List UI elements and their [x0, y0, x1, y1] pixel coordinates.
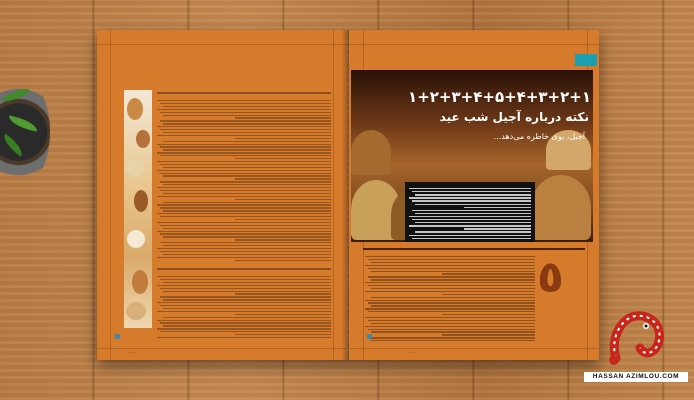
text-line: [157, 328, 331, 329]
text-line: [235, 138, 331, 139]
page-title-numbers: ۱+۲+۳+۴+۵+۴+۳+۲+۱: [408, 88, 591, 106]
text-line: [365, 282, 535, 283]
text-line: [157, 161, 331, 162]
text-line: [160, 251, 331, 252]
text-line: [415, 194, 531, 195]
text-line: [157, 213, 331, 214]
page-folio: .........: [409, 350, 418, 354]
sack-icon: [531, 175, 591, 240]
text-line: [371, 271, 535, 272]
nut-icon: [127, 98, 143, 120]
text-line: [371, 305, 535, 306]
text-line: [442, 273, 536, 274]
text-line: [160, 279, 331, 280]
text-line: [160, 103, 331, 104]
text-line: [160, 322, 331, 323]
text-line: [163, 317, 331, 318]
text-line: [368, 320, 535, 321]
text-line: [160, 216, 331, 217]
nut-icon: [134, 190, 148, 212]
text-line: [163, 282, 331, 283]
text-line: [157, 337, 331, 338]
page-subtitle: آجیل، بوی خاطره می‌دهد...: [493, 132, 585, 141]
text-line: [157, 231, 331, 232]
text-line: [157, 320, 331, 321]
text-line: [235, 178, 331, 179]
text-line: [442, 294, 536, 295]
text-line: [157, 100, 331, 101]
text-line: [157, 311, 331, 312]
text-line: [157, 196, 331, 197]
text-line: [365, 300, 535, 301]
text-line: [368, 302, 535, 303]
text-line: [160, 331, 331, 332]
text-line: [409, 188, 531, 189]
guide-line: [349, 348, 599, 349]
text-line: [365, 326, 535, 327]
text-line: [365, 291, 535, 292]
text-line: [415, 213, 531, 214]
text-line: [163, 175, 331, 176]
text-line: [160, 181, 331, 182]
text-line: [160, 288, 331, 289]
text-line: [160, 242, 331, 243]
guide-line: [333, 30, 334, 360]
decorative-number-five: ٥: [537, 252, 564, 303]
page-title: نکته درباره آجیل شب عید: [439, 110, 589, 124]
text-line: [163, 123, 331, 124]
text-line: [368, 329, 535, 330]
text-line: [365, 265, 535, 266]
page-folio: .........: [127, 350, 136, 354]
text-line: [157, 170, 331, 171]
text-line: [157, 248, 331, 249]
nuts-photo: [124, 90, 152, 328]
guide-line: [97, 44, 347, 45]
text-line: [160, 155, 331, 156]
text-line: [163, 106, 331, 107]
text-line: [157, 152, 331, 153]
magazine-spread: [97, 30, 599, 360]
text-line: [409, 225, 531, 226]
text-line: [368, 311, 535, 312]
text-line: [163, 167, 331, 168]
text-line: [412, 238, 531, 239]
text-line: [365, 256, 535, 257]
text-line: [368, 276, 535, 277]
text-line: [368, 285, 535, 286]
text-line: [371, 340, 535, 341]
text-line: [442, 314, 536, 315]
text-line: [235, 199, 331, 200]
text-line: [412, 191, 531, 192]
text-line: [409, 216, 531, 217]
text-line: [371, 262, 535, 263]
text-line: [163, 115, 331, 116]
text-line: [235, 334, 331, 335]
text-line: [163, 132, 331, 133]
text-line: [157, 257, 331, 258]
text-line: [160, 207, 331, 208]
text-line: [163, 299, 331, 300]
nut-icon: [127, 230, 145, 248]
text-line: [160, 164, 331, 165]
text-line: [412, 210, 531, 211]
text-line: [157, 187, 331, 188]
text-line: [157, 285, 331, 286]
text-line: [160, 296, 331, 297]
text-line: [163, 245, 331, 246]
text-line: [163, 228, 331, 229]
text-line: [157, 144, 331, 145]
text-line: [415, 222, 531, 223]
text-line: [235, 314, 331, 315]
text-line: [365, 308, 535, 309]
text-line: [371, 331, 535, 332]
text-line: [157, 204, 331, 205]
text-line: [368, 268, 535, 269]
end-mark-icon: [115, 334, 120, 339]
section-tab: [575, 54, 597, 66]
text-line: [464, 228, 531, 229]
text-line: [163, 210, 331, 211]
text-line: [415, 231, 531, 232]
text-line: [163, 325, 331, 326]
text-line: [415, 204, 531, 205]
end-mark-icon: [367, 334, 372, 339]
heading-bar: [157, 268, 331, 270]
text-line: [157, 222, 331, 223]
text-line: [163, 308, 331, 309]
text-line: [157, 135, 331, 136]
text-line: [368, 259, 535, 260]
text-line: [163, 193, 331, 194]
text-line: [464, 207, 531, 208]
text-line: [235, 219, 331, 220]
right-page: [349, 30, 599, 360]
text-line: [163, 184, 331, 185]
text-line: [442, 334, 536, 335]
sack-icon: [351, 130, 391, 175]
text-line: [160, 146, 331, 147]
text-line: [235, 158, 331, 159]
text-line: [371, 297, 535, 298]
text-line: [160, 173, 331, 174]
heading-bar: [157, 92, 331, 94]
guide-line: [110, 30, 111, 360]
text-line: [235, 239, 331, 240]
nut-icon: [126, 302, 146, 320]
text-line: [160, 120, 331, 121]
text-line: [412, 200, 531, 201]
text-line: [160, 190, 331, 191]
text-line: [160, 305, 331, 306]
text-line: [163, 202, 331, 203]
text-line: [160, 112, 331, 113]
text-line: [235, 293, 331, 294]
guide-line: [349, 44, 599, 45]
text-line: [157, 302, 331, 303]
text-line: [371, 288, 535, 289]
text-line: [235, 260, 331, 261]
text-line: [160, 129, 331, 130]
nut-icon: [132, 270, 148, 294]
site-watermark: HASSAN AZIMLOU.COM: [584, 372, 688, 382]
text-line: [365, 317, 535, 318]
text-line: [157, 109, 331, 110]
hassan-azimlou-logo-icon: [606, 310, 668, 370]
text-line: [368, 337, 535, 338]
left-page: [97, 30, 347, 360]
text-line: [163, 149, 331, 150]
text-line: [160, 233, 331, 234]
nut-icon: [136, 130, 150, 148]
text-line: [157, 276, 331, 277]
text-line: [163, 236, 331, 237]
section-divider: [363, 248, 585, 250]
text-line: [412, 219, 531, 220]
text-line: [157, 126, 331, 127]
text-line: [409, 235, 531, 236]
text-line: [163, 141, 331, 142]
text-line: [409, 197, 531, 198]
text-line: [371, 279, 535, 280]
nut-icon: [126, 160, 144, 176]
text-line: [160, 225, 331, 226]
text-line: [163, 254, 331, 255]
text-line: [371, 323, 535, 324]
text-line: [235, 117, 331, 118]
guide-line: [97, 348, 347, 349]
text-line: [163, 291, 331, 292]
